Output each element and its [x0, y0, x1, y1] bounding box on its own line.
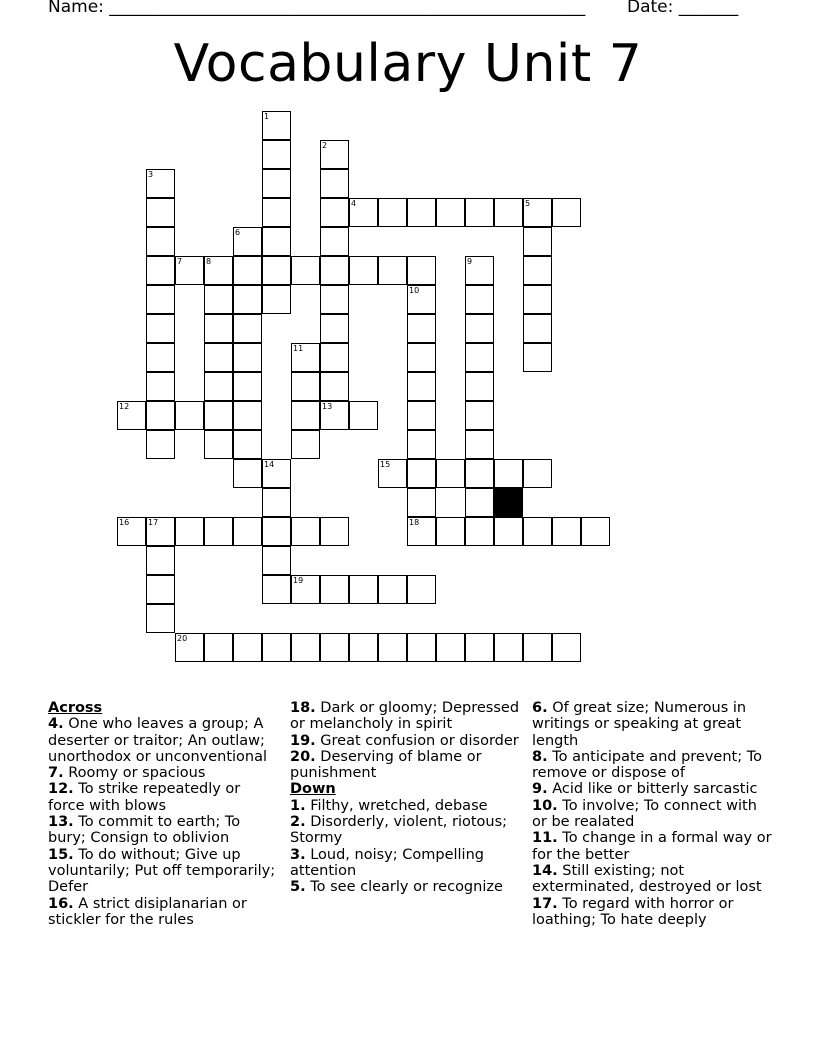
crossword-cell[interactable]	[146, 372, 175, 401]
clue-number: 9	[467, 257, 473, 266]
crossword-cell[interactable]	[262, 140, 291, 169]
crossword-cell[interactable]	[291, 517, 320, 546]
crossword-cell[interactable]	[465, 401, 494, 430]
crossword-cell[interactable]	[175, 517, 204, 546]
crossword-cell[interactable]	[291, 343, 320, 372]
clue-across-15: 15. To do without; Give up voluntarily; Put off temporarily; Defer	[48, 846, 276, 896]
crossword-cell[interactable]	[407, 401, 436, 430]
clue-down-1: 1. Filthy, wretched, debase	[290, 797, 488, 814]
crossword-cell[interactable]	[146, 314, 175, 343]
crossword-cell[interactable]	[465, 488, 494, 517]
crossword-cell[interactable]	[523, 459, 552, 488]
crossword-cell[interactable]	[407, 372, 436, 401]
crossword-cell[interactable]	[233, 517, 262, 546]
crossword-cell[interactable]	[117, 401, 146, 430]
crossword-cell[interactable]	[378, 256, 407, 285]
crossword-cell[interactable]	[204, 314, 233, 343]
crossword-cell[interactable]	[320, 140, 349, 169]
crossword-cell[interactable]	[465, 314, 494, 343]
clue-down-5: 5. To see clearly or recognize	[290, 879, 503, 896]
crossword-cell[interactable]	[523, 314, 552, 343]
crossword-cell[interactable]	[262, 227, 291, 256]
clue-across-4: 4. One who leaves a group; A deserter or traitor; An outlaw; unorthodox or unconventional	[48, 716, 268, 765]
crossword-cell[interactable]	[581, 517, 610, 546]
crossword-cell[interactable]	[146, 604, 175, 633]
crossword-cell[interactable]	[233, 227, 262, 256]
clue-number: 8	[206, 257, 212, 266]
crossword-cell[interactable]	[320, 256, 349, 285]
crossword-cell[interactable]	[465, 198, 494, 227]
clue-down-10: 10. To involve; To connect with or be realated	[532, 797, 757, 831]
crossword-cell[interactable]	[349, 575, 378, 604]
clue-down-8: 8. To anticipate and prevent; To remove or dispose of	[532, 748, 762, 782]
crossword-cell[interactable]	[320, 633, 349, 662]
crossword-cell[interactable]	[465, 343, 494, 372]
crossword-cell[interactable]	[146, 256, 175, 285]
crossword-cell[interactable]	[320, 517, 349, 546]
crossword-cell[interactable]	[262, 633, 291, 662]
crossword-cell[interactable]	[523, 227, 552, 256]
crossword-cell[interactable]	[175, 256, 204, 285]
crossword-cell[interactable]	[291, 430, 320, 459]
crossword-cell[interactable]	[146, 169, 175, 198]
crossword-cell[interactable]	[233, 285, 262, 314]
clue-down-17: 17. To regard with horror or loathing; To hate deeply	[532, 895, 734, 928]
crossword-cell[interactable]	[349, 198, 378, 227]
crossword-cell[interactable]	[233, 343, 262, 372]
clue-down-2: 2. Disorderly, violent, riotous; Stormy	[290, 814, 508, 847]
crossword-cell[interactable]	[233, 256, 262, 285]
clue-number: 6	[235, 228, 241, 237]
clue-number: 11	[293, 344, 304, 353]
crossword-cell[interactable]	[204, 256, 233, 285]
date-field-label: Date: _______	[627, 0, 739, 17]
crossword-cell[interactable]	[407, 256, 436, 285]
clue-number: 1	[264, 112, 270, 121]
crossword-cell[interactable]	[146, 575, 175, 604]
crossword-cell[interactable]	[378, 459, 407, 488]
crossword-cell[interactable]	[291, 256, 320, 285]
crossword-cell[interactable]	[233, 459, 262, 488]
crossword-cell[interactable]	[494, 198, 523, 227]
crossword-cell[interactable]	[262, 169, 291, 198]
down-heading: Down	[290, 781, 336, 798]
crossword-cell[interactable]	[494, 517, 523, 546]
crossword-cell[interactable]	[175, 401, 204, 430]
clue-number: 16	[119, 518, 130, 527]
crossword-cell[interactable]	[233, 372, 262, 401]
crossword-cell[interactable]	[320, 575, 349, 604]
crossword-cell[interactable]	[204, 372, 233, 401]
crossword-cell[interactable]	[233, 430, 262, 459]
crossword-cell[interactable]	[552, 517, 581, 546]
crossword-cell[interactable]	[320, 198, 349, 227]
crossword-cell[interactable]	[320, 169, 349, 198]
crossword-cell[interactable]	[117, 517, 146, 546]
crossword-cell[interactable]	[262, 256, 291, 285]
clue-number: 10	[409, 286, 420, 295]
crossword-cell[interactable]	[320, 343, 349, 372]
crossword-cell[interactable]	[146, 430, 175, 459]
crossword-cell[interactable]	[407, 314, 436, 343]
crossword-cell[interactable]	[465, 459, 494, 488]
crossword-cell[interactable]	[262, 546, 291, 575]
crossword-cell[interactable]	[349, 401, 378, 430]
crossword-cell[interactable]	[552, 198, 581, 227]
crossword-cell[interactable]	[523, 256, 552, 285]
crossword-cell[interactable]	[407, 488, 436, 517]
crossword-cell[interactable]	[320, 314, 349, 343]
crossword-cell[interactable]	[204, 401, 233, 430]
clue-down-11: 11. To change in a formal way or for the better	[532, 830, 772, 863]
clue-number: 19	[293, 576, 304, 585]
crossword-cell[interactable]	[465, 633, 494, 662]
crossword-cell[interactable]	[146, 343, 175, 372]
crossword-cell[interactable]	[320, 285, 349, 314]
crossword-cell[interactable]	[407, 517, 436, 546]
crossword-cell[interactable]	[204, 517, 233, 546]
clue-across-7: 7. Roomy or spacious	[48, 765, 206, 782]
clue-down-9: 9. Acid like or bitterly sarcastic	[532, 781, 758, 798]
crossword-cell[interactable]	[146, 227, 175, 256]
crossword-cell[interactable]	[291, 401, 320, 430]
crossword-cell[interactable]	[349, 633, 378, 662]
crossword-cell[interactable]	[465, 430, 494, 459]
crossword-cell[interactable]	[523, 633, 552, 662]
crossword-cell[interactable]	[146, 517, 175, 546]
crossword-cell[interactable]	[233, 314, 262, 343]
clues-column-1	[48, 700, 278, 928]
clue-number: 18	[409, 518, 420, 527]
clue-across-16: 16. A strict disiplanarian or stickler for the rules	[48, 895, 247, 928]
crossword-cell[interactable]	[262, 488, 291, 517]
across-heading: Across	[48, 700, 103, 716]
crossword-cell[interactable]	[407, 198, 436, 227]
crossword-cell[interactable]	[523, 517, 552, 546]
clue-number: 17	[148, 518, 159, 527]
crossword-cell[interactable]	[175, 633, 204, 662]
clue-number: 2	[322, 141, 328, 150]
crossword-cell[interactable]	[465, 372, 494, 401]
clue-across-18: 18. Dark or gloomy; Depressed or melancholy in spirit	[290, 700, 520, 733]
crossword-cell[interactable]	[204, 343, 233, 372]
crossword-cell[interactable]	[233, 633, 262, 662]
clue-number: 4	[351, 199, 357, 208]
crossword-cell[interactable]	[465, 285, 494, 314]
page-title: Vocabulary Unit 7	[173, 34, 643, 94]
crossword-cell[interactable]	[262, 111, 291, 140]
clue-number: 5	[525, 199, 531, 208]
crossword-cell[interactable]	[262, 575, 291, 604]
crossword-cell[interactable]	[465, 256, 494, 285]
crossword-cell[interactable]	[204, 430, 233, 459]
crossword-cell[interactable]	[291, 372, 320, 401]
crossword-cell[interactable]	[407, 459, 436, 488]
crossword-cell[interactable]	[146, 401, 175, 430]
clue-across-13: 13. To commit to earth; To bury; Consign to oblivion	[48, 814, 241, 847]
clue-across-20: 20. Deserving of blame or punishment	[290, 748, 482, 782]
crossword-cell[interactable]	[320, 401, 349, 430]
crossword-cell[interactable]	[407, 575, 436, 604]
clue-down-14: 14. Still existing; not exterminated, destroyed or lost	[532, 862, 762, 896]
crossword-cell[interactable]	[407, 430, 436, 459]
clue-across-12: 12. To strike repeatedly or force with blows	[48, 781, 241, 814]
crossword-cell[interactable]	[407, 285, 436, 314]
crossword-cell[interactable]	[262, 198, 291, 227]
crossword-cell[interactable]	[378, 633, 407, 662]
crossword-cell[interactable]	[552, 633, 581, 662]
clue-number: 12	[119, 402, 130, 411]
crossword-cell[interactable]	[262, 517, 291, 546]
crossword-cell[interactable]	[436, 633, 465, 662]
crossword-cell[interactable]	[349, 256, 378, 285]
crossword-cell[interactable]	[436, 198, 465, 227]
crossword-cell[interactable]	[523, 198, 552, 227]
crossword-cell[interactable]	[146, 198, 175, 227]
crossword-cell[interactable]	[523, 285, 552, 314]
crossword-cell[interactable]	[146, 546, 175, 575]
crossword-cell[interactable]	[233, 401, 262, 430]
crossword-cell[interactable]	[378, 575, 407, 604]
crossword-cell[interactable]	[320, 227, 349, 256]
clue-number: 15	[380, 460, 391, 469]
crossword-cell[interactable]	[291, 633, 320, 662]
crossword-cell[interactable]	[204, 633, 233, 662]
crossword-cell[interactable]	[291, 575, 320, 604]
clue-down-6: 6. Of great size; Numerous in writings or speaking at great length	[532, 700, 747, 749]
crossword-cell[interactable]	[436, 517, 465, 546]
crossword-cell[interactable]	[523, 343, 552, 372]
clue-number: 3	[148, 170, 154, 179]
clue-across-19: 19. Great confusion or disorder	[290, 732, 519, 749]
clues-column-2	[290, 700, 526, 896]
clue-down-3: 3. Loud, noisy; Compelling attention	[290, 846, 484, 879]
crossword-cell[interactable]	[146, 285, 175, 314]
crossword-cell[interactable]	[378, 198, 407, 227]
clue-number: 14	[264, 460, 275, 469]
clue-number: 13	[322, 402, 333, 411]
crossword-cell[interactable]	[262, 459, 291, 488]
crossword-cell[interactable]	[494, 459, 523, 488]
crossword-cell[interactable]	[494, 633, 523, 662]
crossword-cell[interactable]	[320, 372, 349, 401]
crossword-cell[interactable]	[465, 517, 494, 546]
name-field-label: Name: ________________________________________________________	[48, 0, 586, 17]
clue-number: 7	[177, 257, 183, 266]
crossword-cell[interactable]	[204, 285, 233, 314]
blocked-cell	[494, 488, 523, 517]
crossword-cell[interactable]	[407, 343, 436, 372]
crossword-cell[interactable]	[436, 459, 465, 488]
clues-column-3	[532, 700, 772, 928]
crossword-cell[interactable]	[262, 285, 291, 314]
clue-number: 20	[177, 634, 188, 643]
crossword-cell[interactable]	[407, 633, 436, 662]
